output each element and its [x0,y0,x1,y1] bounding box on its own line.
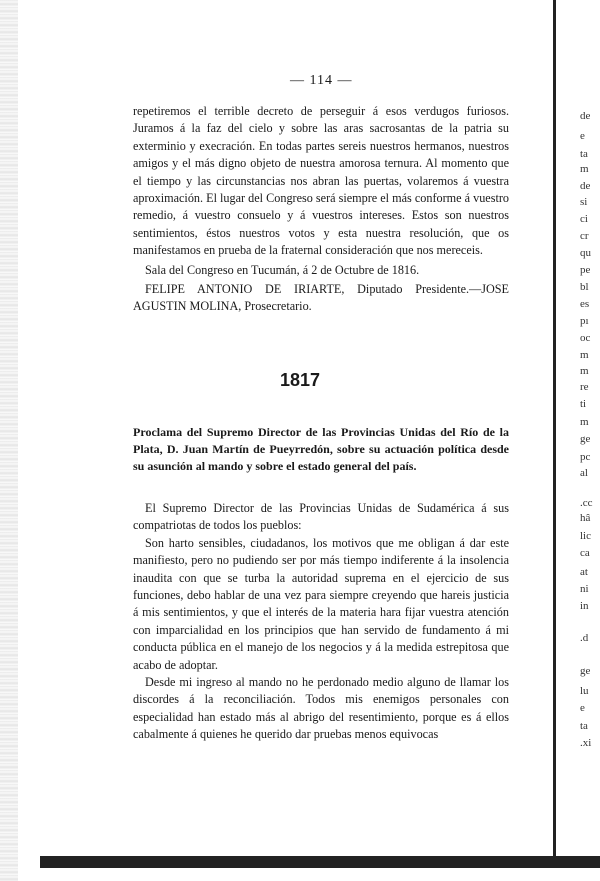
margin-fragment: de [580,110,591,122]
margin-fragment: in [580,600,589,612]
margin-fragment: es [580,298,590,310]
margin-fragment: pı [580,315,589,327]
margin-fragment: al [580,467,588,479]
margin-fragment: ci [580,213,588,225]
sala-line: Sala del Congreso en Tucumán, á 2 de Octubre de 1816. [145,262,420,277]
margin-fragment: .d [580,632,589,644]
margin-fragment: m [580,416,589,428]
margin-fragment: ta [580,720,588,732]
margin-fragment: at [580,566,588,578]
margin-fragment: bl [580,281,589,293]
main-text-block [133,500,509,744]
margin-fragment: de [580,180,591,192]
margin-fragment: ge [580,433,591,445]
margin-fragment: qu [580,247,591,259]
margin-fragment: ni [580,583,589,595]
top-paragraph: repetiremos el terrible decreto de perseguir á esos verdugos furiosos. Juramos á la faz del cielo y sobre las aras sacrosantas de la patria su exterminio y execración. En todas partes sereis nuestros hermanos, nuestros amigos y el más digno objeto de nuestra amorosa ternura. Al momento que el tiempo y las circunstancias nos abran las puertas, volaremos á vuestra aproximación. El lugar del Congreso será siempre el más conforme á vuestro remedio, á vuestro consuelo y á vuestros intereses. Estos son nuestros sentimientos, éstos nuestros votos y esta nuestra resolución, que os manifestamos en prueba de la fraternal consideración que nos mereceis. [133,104,509,258]
margin-fragment: lic [580,530,591,542]
margin-fragment: .cc [580,497,593,509]
margin-fragment: ca [580,547,590,559]
margin-fragment: oc [580,332,591,344]
signature-text: FELIPE ANTONIO DE IRIARTE, Diputado Presidente.—JOSE AGUSTIN MOLINA, Prosecretario. [133,282,509,314]
margin-fragment: pe [580,264,591,276]
top-text-block [133,103,509,315]
paragraph-3: Desde mi ingreso al mando no he perdonado medio alguno de llamar los discordes á la reconciliación. Todos mis enemigos personales con especialidad han estado más al abrigo del resentimiento, porque es á ellos cabalmente á quienes he querido dar pruebas menos equivocas [133,675,509,742]
margin-fragment: ti [580,398,587,410]
page-spine-line [553,0,556,860]
margin-fragment: pc [580,451,591,463]
year-heading: 1817 [279,370,321,390]
margin-fragment: .xi [580,737,592,749]
margin-fragment: ta [580,148,588,160]
margin-fragment: hâ [580,512,591,524]
proclamation-heading: Proclama del Supremo Director de las Provincias Unidas del Río de la Plata, D. Juan Martín de Pueyrredón, sobre su actuación política desde su asunción al mando y sobre el estado general del país. [133,425,509,473]
margin-fragment: m [580,349,589,361]
signature [133,281,509,315]
margin-fragment: e [580,130,585,142]
margin-fragment: re [580,381,589,393]
page-bottom-edge [40,856,600,868]
paragraph-1: El Supremo Director de las Provincias Unidas de Sudamérica á sus compatriotas de todos los pueblos: [133,501,509,533]
paragraph-2: Son harto sensibles, ciudadanos, los motivos que me obligan á dar este manifiesto, pero no pudiendo ser por más tiempo indiferente á la insolencia inaudita con que se turba la autoridad suprema en el ejercicio de sus funciones, debo hablar de una vez para siempre creyendo que hareis justicia á mis sentimientos, y que el interés de la materia hara fijar vuestra atención con imparcialidad en los principios que han servido de fundamento á mi conducta pública en el manejo de los negocios y á la medida estrepitosa que acabo de adoptar. [133,535,509,672]
page-number: — 114 — [290,73,353,88]
margin-fragment: m [580,163,589,175]
margin-fragment: lu [580,685,589,697]
scan-edge-left [0,0,18,881]
margin-fragment: si [580,196,588,208]
margin-fragment: ge [580,665,591,677]
margin-fragment: m [580,365,589,377]
margin-fragment: cr [580,230,589,242]
margin-fragment: e [580,702,585,714]
